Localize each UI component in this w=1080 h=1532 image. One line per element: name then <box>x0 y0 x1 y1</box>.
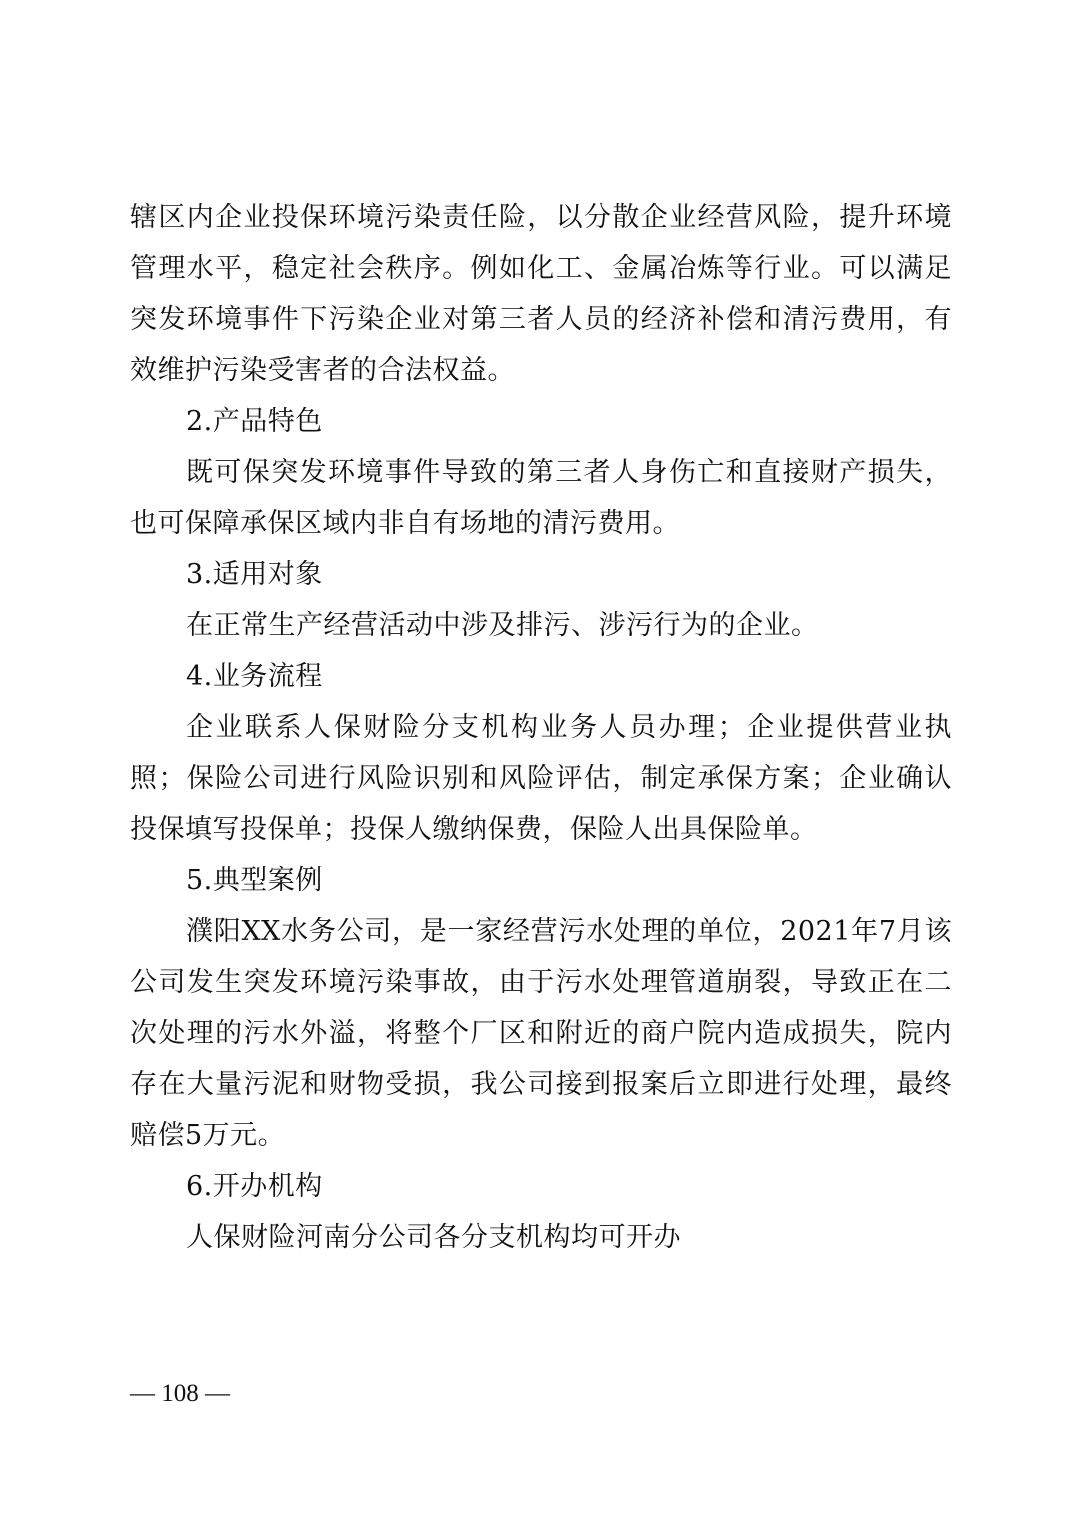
page-number: — 108 — <box>130 1380 230 1407</box>
section-body-offering-institutions: 人保财险河南分公司各分支机构均可开办 <box>186 1222 681 1253</box>
section-body-applicable-targets: 在正常生产经营活动中涉及排污、涉污行为的企业。 <box>186 610 819 641</box>
section-heading-product-features: 2.产品特色 <box>186 406 323 437</box>
section-heading-offering-institutions: 6.开办机构 <box>186 1171 323 1202</box>
continuation-paragraph: 辖区内企业投保环境污染责任险，以分散企业经营风险，提升环境管理水平，稳定社会秩序。例如化工、金属冶炼等行业。可以满足突发环境事件下污染企业对第三者人员的经济补偿和清污费用，有效维护污染受害者的合法权益。 <box>130 202 952 386</box>
section-heading-typical-case: 5.典型案例 <box>186 865 323 896</box>
section-heading-business-process: 4.业务流程 <box>186 661 323 692</box>
section-heading-applicable-targets: 3.适用对象 <box>186 559 323 590</box>
document-body <box>130 192 952 1263</box>
section-body-typical-case: 濮阳XX水务公司，是一家经营污水处理的单位，2021年7月该公司发生突发环境污染事故，由于污水处理管道崩裂，导致正在二次处理的污水外溢，将整个厂区和附近的商户院内造成损失，院内存在大量污泥和财物受损，我公司接到报案后立即进行处理，最终赔偿5万元。 <box>130 916 952 1151</box>
section-body-business-process: 企业联系人保财险分支机构业务人员办理；企业提供营业执照；保险公司进行风险识别和风险评估，制定承保方案；企业确认投保填写投保单；投保人缴纳保费，保险人出具保险单。 <box>130 712 952 845</box>
section-body-product-features: 既可保突发环境事件导致的第三者人身伤亡和直接财产损失，也可保障承保区域内非自有场地的清污费用。 <box>130 457 952 539</box>
